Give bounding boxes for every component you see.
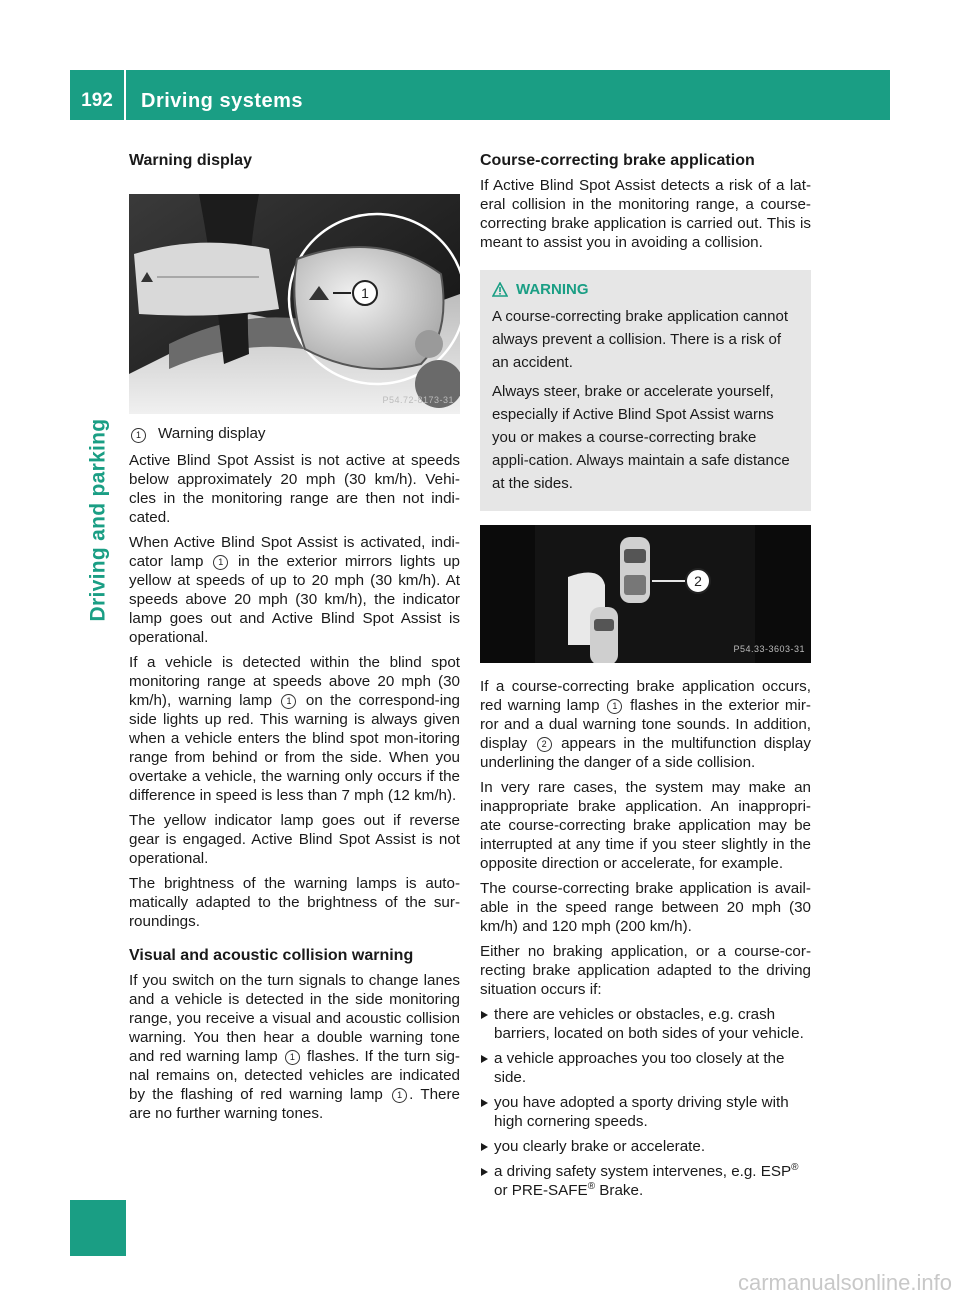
paragraph: If Active Blind Spot Assist detects a risk of a lat-eral collision in the monitoring range, a course-correcting brake application is carried out. This is meant to assist you in avoiding a collision. xyxy=(480,177,811,251)
side-tab-marker xyxy=(70,1200,126,1256)
paragraph: The course-correcting brake application is avail-able in the speed range between 20 mph (30 km/h) and 120 mph (200 km/h). xyxy=(480,880,811,935)
warning-text: A course-correcting brake application cannot always prevent a collision. There is a risk of an accident. xyxy=(492,308,789,371)
figure2-code: P54.33-3603-31 xyxy=(733,644,805,654)
caption-number: 1 xyxy=(131,428,146,443)
warning-title xyxy=(492,278,797,301)
list-item: a driving safety system intervenes, e.g. ESP® or PRE-SAFE® Brake. xyxy=(480,1162,811,1200)
ref-number: 1 xyxy=(213,555,228,570)
paragraph: Either no braking application, or a course-cor-recting brake application adapted to the driving situation occurs if: xyxy=(480,943,811,998)
figure1-code: P54.72-8173-31 xyxy=(382,395,454,405)
right-column xyxy=(480,150,811,1206)
condition-list xyxy=(480,1005,811,1200)
warning-triangle-icon xyxy=(492,282,508,297)
ref-number: 1 xyxy=(392,1088,407,1103)
side-tab-label: Driving and parking xyxy=(86,418,109,622)
warning-text: Always steer, brake or accelerate yourself, especially if Active Blind Spot Assist warns you or makes a course-correcting brake appli-cation. Always maintain a safe distance at the sides. xyxy=(492,383,790,492)
figure1-caption xyxy=(129,424,460,443)
page-title: Driving systems xyxy=(141,90,304,112)
paragraph: If you switch on the turn signals to change lanes and a vehicle is detected in the side monitoring range, you receive a visual and acoustic collision warning. You then hear a double warning tone and red warning lamp 1 flashes. If the turn sig-nal remains on, detected vehicles are indicated by the flashing of red warning lamp 1 . There are no further warning tones. xyxy=(129,972,460,1122)
heading-warning-display: Warning display xyxy=(129,152,252,169)
page-number: 192 xyxy=(70,70,126,120)
list-item: a vehicle approaches you too closely at the side. xyxy=(480,1049,811,1087)
paragraph: When Active Blind Spot Assist is activated, indi-cator lamp 1 in the exterior mirrors lights up yellow at speeds of up to 20 mph (30 km/h). At speeds above 20 mph (30 km/h), the indicator lamp goes out and Active Blind Spot Assist is operational. xyxy=(129,534,460,646)
paragraph: Active Blind Spot Assist is not active at speeds below approximately 20 mph (30 km/h). Vehi-cles in the monitoring range are then not indi-cated. xyxy=(129,452,460,526)
paragraph: In very rare cases, the system may make an inappropriate brake application. An inappropri-ate course-correcting brake application may be interrupted at any time if you steer slightly in the opposite direction or accelerate, for example. xyxy=(480,779,811,872)
list-item: you clearly brake or accelerate. xyxy=(480,1137,811,1156)
side-tab xyxy=(70,310,126,730)
paragraph: If a vehicle is detected within the blind spot monitoring range at speeds above 20 mph (30 km/h), warning lamp 1 on the correspond-ing side lights up red. This warning is always given when a vehicle enters the blind spot mon-itoring range from behind or from the side. When you overtake a vehicle, the warning only occurs if the difference in speed is less than 7 mph (12 km/h). xyxy=(129,654,460,804)
ref-number: 1 xyxy=(285,1050,300,1065)
paragraph: If a course-correcting brake application occurs, red warning lamp 1 flashes in the exterior mir-ror and a dual warning tone sounds. In addition, display 2 appears in the multifunction display underlining the danger of a side collision. xyxy=(480,678,811,771)
paragraph: The brightness of the warning lamps is auto-matically adapted to the brightness of the sur-roundings. xyxy=(129,875,460,930)
left-column xyxy=(129,150,460,1129)
ref-number: 1 xyxy=(607,699,622,714)
heading-brake-application: Course-correcting brake application xyxy=(480,152,755,169)
figure-mirror xyxy=(129,194,460,414)
list-item: you have adopted a sporty driving style with high cornering speeds. xyxy=(480,1093,811,1131)
figure1-callout: 1 xyxy=(361,285,369,301)
heading-collision-warning: Visual and acoustic collision warning xyxy=(129,947,414,964)
warning-box xyxy=(480,270,811,511)
paragraph: The yellow indicator lamp goes out if reverse gear is engaged. Active Blind Spot Assist is not operational. xyxy=(129,812,460,867)
figure-multifunction-display xyxy=(480,525,811,663)
ref-number: 1 xyxy=(281,694,296,709)
ref-number: 2 xyxy=(537,737,552,752)
list-item: there are vehicles or obstacles, e.g. crash barriers, located on both sides of your vehicle. xyxy=(480,1005,811,1043)
warning-label: WARNING xyxy=(516,281,589,298)
watermark: carmanualsonline.info xyxy=(737,1270,952,1295)
mirror-illustration xyxy=(129,194,460,414)
caption-text: Warning display xyxy=(158,425,266,442)
figure2-callout: 2 xyxy=(694,573,702,589)
